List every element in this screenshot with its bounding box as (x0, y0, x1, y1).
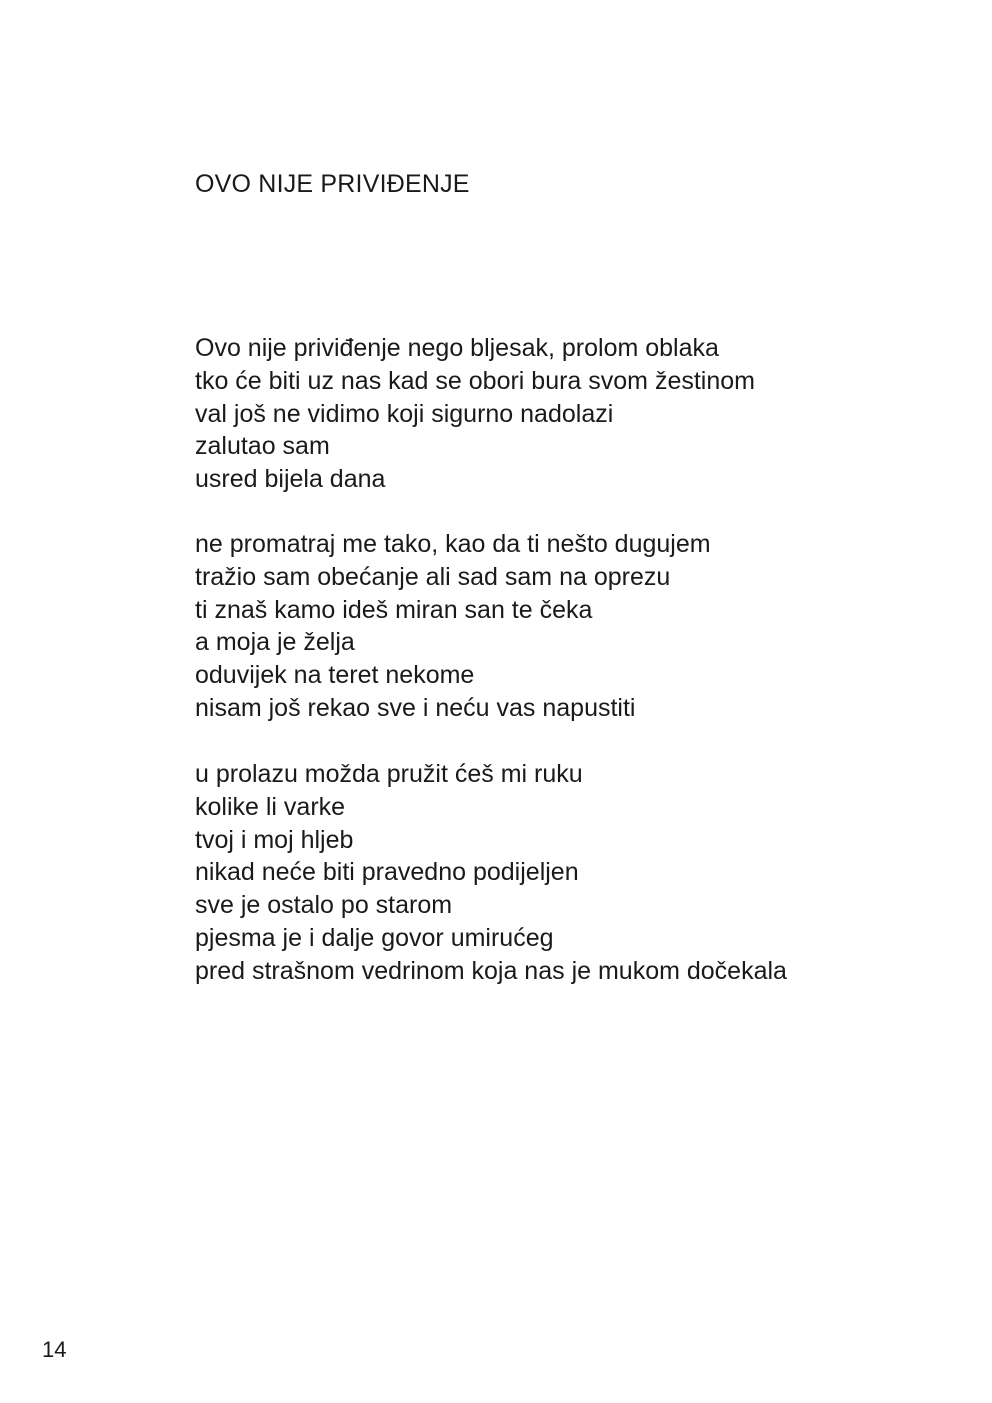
poem-line: u prolazu možda pružit ćeš mi ruku (195, 760, 583, 788)
poem-line: val još ne vidimo koji sigurno nadolazi (195, 399, 614, 428)
poem-line: kolike li varke (195, 792, 346, 821)
poem-line: Ovo nije priviđenje nego bljesak, prolom oblaka (195, 334, 719, 362)
poem-line: zalutao sam (195, 432, 330, 461)
stanza-1 (195, 332, 755, 496)
stanza-2 (195, 528, 711, 725)
poem-title: OVO NIJE PRIVIĐENJE (195, 170, 470, 198)
poem-line: ti znaš kamo ideš miran san te čeka (195, 595, 593, 624)
poem-line: tvoj i moj hljeb (195, 825, 354, 854)
poem-line: tko će biti uz nas kad se obori bura svom žestinom (195, 366, 755, 395)
poem-line: a moja je želja (195, 628, 355, 657)
poem-line: usred bijela dana (195, 465, 386, 494)
poem-line: nisam još rekao sve i neću vas napustiti (195, 693, 636, 722)
poem-line: nikad neće biti pravedno podijeljen (195, 858, 579, 887)
stanza-3 (195, 758, 787, 988)
poem-line: pred strašnom vedrinom koja nas je mukom dočekala (195, 956, 787, 985)
poem-line: tražio sam obećanje ali sad sam na oprezu (195, 562, 671, 591)
poem-line: sve je ostalo po starom (195, 891, 453, 920)
poem-line: oduvijek na teret nekome (195, 661, 475, 690)
page-number: 14 (42, 1337, 67, 1362)
poem-line: ne promatraj me tako, kao da ti nešto dugujem (195, 530, 711, 558)
poem-line: pjesma je i dalje govor umirućeg (195, 923, 554, 952)
